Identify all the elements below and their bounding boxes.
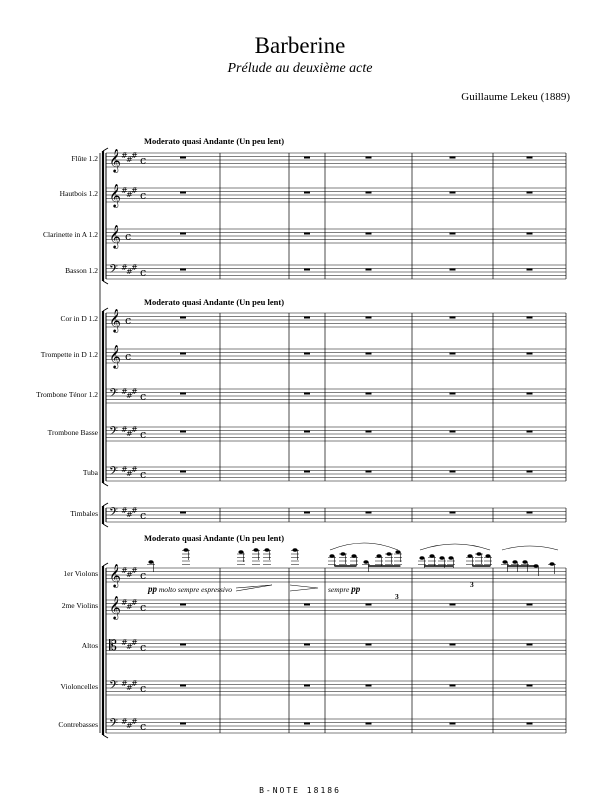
whole-rest [304, 685, 310, 687]
note-head [238, 550, 243, 554]
whole-rest [180, 233, 186, 235]
whole-rest [180, 431, 186, 433]
whole-rest [180, 685, 186, 687]
whole-rest [180, 723, 186, 725]
clef-icon: 𝄞 [109, 595, 121, 619]
sharp-icon: # [131, 679, 138, 688]
note-head [363, 560, 368, 564]
score-title: Barberine [254, 33, 346, 58]
whole-rest [527, 157, 533, 159]
clef-icon: 𝄢 [109, 263, 119, 279]
whole-rest [366, 512, 372, 514]
whole-rest [527, 723, 533, 725]
sharp-icon: # [126, 683, 133, 692]
whole-rest [366, 353, 372, 355]
tempo-marking-brass: Moderato quasi Andante (Un peu lent) [144, 297, 285, 307]
instrument-label: Contrebasses [58, 720, 98, 729]
whole-rest [450, 644, 456, 646]
whole-rest [366, 269, 372, 271]
sharp-icon: # [121, 679, 128, 688]
whole-rest [527, 317, 533, 319]
sharp-icon: # [126, 721, 133, 730]
whole-rest [366, 471, 372, 473]
triplet-mark-1: 3 [395, 592, 399, 601]
sharp-icon: # [131, 186, 138, 195]
whole-rest [366, 157, 372, 159]
time-signature: c [140, 390, 147, 403]
sempre-text: sempre [328, 585, 350, 594]
clef-icon: 𝄞 [109, 308, 121, 332]
sharp-icon: # [121, 465, 128, 474]
whole-rest [180, 644, 186, 646]
time-signature: c [125, 230, 132, 243]
note-head [439, 556, 444, 560]
score-subtitle: Prélude au deuxième acte [227, 61, 373, 76]
note-head [292, 548, 297, 552]
sharp-icon: # [131, 151, 138, 160]
whole-rest [180, 353, 186, 355]
note-head [419, 556, 424, 560]
whole-rest [180, 471, 186, 473]
note-head [549, 562, 554, 566]
bracket-hook [103, 735, 108, 738]
sharp-icon: # [121, 425, 128, 434]
bracket-hook [103, 483, 108, 486]
whole-rest [304, 723, 310, 725]
whole-rest [527, 192, 533, 194]
sharp-icon: # [131, 506, 138, 515]
time-signature: c [140, 601, 147, 614]
whole-rest [180, 604, 186, 606]
whole-rest [527, 269, 533, 271]
whole-rest [450, 685, 456, 687]
crescendo-hairpin [236, 585, 272, 591]
whole-rest [366, 723, 372, 725]
whole-rest [180, 157, 186, 159]
whole-rest [304, 353, 310, 355]
publisher-footer: B-NOTE 18186 [259, 786, 341, 795]
sharp-icon: # [131, 425, 138, 434]
sharp-icon: # [121, 151, 128, 160]
clef-icon: 𝄢 [109, 425, 119, 441]
whole-rest [366, 393, 372, 395]
time-signature: c [140, 428, 147, 441]
whole-rest [527, 393, 533, 395]
bracket-hook [103, 563, 108, 566]
time-signature: c [140, 682, 147, 695]
whole-rest [304, 233, 310, 235]
instrument-label: Hautbois 1.2 [59, 189, 98, 198]
sharp-icon: # [131, 598, 138, 607]
clef-icon: 𝄢 [109, 387, 119, 403]
whole-rest [304, 604, 310, 606]
whole-rest [366, 644, 372, 646]
whole-rest [304, 157, 310, 159]
note-head [253, 548, 258, 552]
sharp-icon: # [126, 570, 133, 579]
whole-rest [366, 233, 372, 235]
triplet-mark-2: 3 [470, 580, 474, 589]
sharp-icon: # [131, 263, 138, 272]
sharp-icon: # [131, 387, 138, 396]
sharp-icon: # [121, 186, 128, 195]
clef-icon: 𝄢 [109, 506, 119, 522]
sharp-icon: # [121, 387, 128, 396]
sharp-icon: # [131, 638, 138, 647]
time-signature: c [125, 350, 132, 363]
whole-rest [180, 512, 186, 514]
whole-rest [450, 723, 456, 725]
slur [330, 543, 398, 550]
whole-rest [527, 431, 533, 433]
sharp-icon: # [131, 566, 138, 575]
bracket-hook [103, 148, 108, 151]
sharp-icon: # [121, 263, 128, 272]
time-signature: c [140, 509, 147, 522]
clef-icon: 𝄞 [109, 183, 121, 207]
whole-rest [527, 604, 533, 606]
whole-rest [304, 644, 310, 646]
sharp-icon: # [126, 267, 133, 276]
whole-rest [366, 431, 372, 433]
clef-icon: 𝄡 [109, 638, 117, 654]
whole-rest [304, 269, 310, 271]
note-head [148, 560, 153, 564]
bracket-hook [103, 308, 108, 311]
whole-rest [304, 471, 310, 473]
time-signature: c [140, 468, 147, 481]
sharp-icon: # [126, 190, 133, 199]
time-signature: c [125, 314, 132, 327]
note-head [395, 550, 400, 554]
bracket-hook [103, 524, 108, 527]
sharp-icon: # [121, 598, 128, 607]
instrument-label: Trombone Basse [47, 428, 98, 437]
instrument-label: Basson 1.2 [65, 266, 98, 275]
whole-rest [450, 512, 456, 514]
whole-rest [366, 192, 372, 194]
whole-rest [450, 353, 456, 355]
time-signature: c [140, 569, 147, 582]
whole-rest [450, 471, 456, 473]
espressivo-text: molto sempre espressivo [158, 585, 233, 594]
whole-rest [450, 317, 456, 319]
whole-rest [180, 317, 186, 319]
sharp-icon: # [126, 391, 133, 400]
note-head [502, 560, 507, 564]
whole-rest [180, 269, 186, 271]
sharp-icon: # [126, 642, 133, 651]
sharp-icon: # [126, 469, 133, 478]
composer-credit: Guillaume Lekeu (1889) [461, 91, 570, 103]
whole-rest [180, 192, 186, 194]
whole-rest [366, 317, 372, 319]
sharp-icon: # [121, 566, 128, 575]
whole-rest [527, 353, 533, 355]
note-head [522, 560, 527, 564]
instrument-label: Timbales [70, 509, 98, 518]
sharp-icon: # [121, 506, 128, 515]
whole-rest [450, 269, 456, 271]
whole-rest [304, 512, 310, 514]
whole-rest [304, 393, 310, 395]
bracket-hook [103, 281, 108, 284]
clef-icon: 𝄢 [109, 465, 119, 481]
slur [502, 546, 558, 550]
diminuendo-hairpin [290, 585, 318, 591]
whole-rest [527, 233, 533, 235]
time-signature: c [140, 189, 147, 202]
sharp-icon: # [131, 465, 138, 474]
whole-rest [527, 685, 533, 687]
instrument-label: Cor in D 1.2 [60, 314, 98, 323]
note-head [183, 548, 188, 552]
clef-icon: 𝄢 [109, 679, 119, 695]
clef-icon: 𝄢 [109, 717, 119, 733]
slur [420, 544, 490, 550]
clef-icon: 𝄞 [109, 148, 121, 172]
note-head [512, 560, 517, 564]
instrument-label: Trompette in D 1.2 [40, 350, 98, 359]
time-signature: c [140, 266, 147, 279]
whole-rest [304, 192, 310, 194]
whole-rest [450, 233, 456, 235]
whole-rest [450, 431, 456, 433]
bracket-hook [103, 503, 108, 506]
whole-rest [180, 393, 186, 395]
time-signature: c [140, 154, 147, 167]
dynamic-pp: pp [148, 584, 157, 594]
whole-rest [450, 192, 456, 194]
clef-icon: 𝄞 [109, 563, 121, 587]
sharp-icon: # [126, 510, 133, 519]
whole-rest [527, 471, 533, 473]
tempo-marking-strings: Moderato quasi Andante (Un peu lent) [144, 533, 285, 543]
sharp-icon: # [126, 429, 133, 438]
tempo-marking-winds: Moderato quasi Andante (Un peu lent) [144, 136, 285, 146]
clef-icon: 𝄞 [109, 224, 121, 248]
whole-rest [304, 317, 310, 319]
time-signature: c [140, 641, 147, 654]
sharp-icon: # [121, 717, 128, 726]
instrument-label: Clarinette in A 1.2 [43, 230, 98, 239]
whole-rest [527, 512, 533, 514]
whole-rest [450, 604, 456, 606]
instrument-label: 2me Violins [61, 601, 98, 610]
sharp-icon: # [126, 155, 133, 164]
instrument-label: Trombone Ténor 1.2 [36, 390, 98, 399]
whole-rest [366, 685, 372, 687]
whole-rest [366, 604, 372, 606]
time-signature: c [140, 720, 147, 733]
sharp-icon: # [126, 602, 133, 611]
whole-rest [450, 393, 456, 395]
whole-rest [527, 644, 533, 646]
clef-icon: 𝄞 [109, 344, 121, 368]
sharp-icon: # [121, 638, 128, 647]
dynamic-pp-2: pp [351, 584, 361, 594]
instrument-label: Tuba [82, 468, 98, 477]
instrument-label: 1er Violons [63, 569, 98, 578]
note-head [264, 548, 269, 552]
whole-rest [304, 431, 310, 433]
sharp-icon: # [131, 717, 138, 726]
note-head [448, 556, 453, 560]
instrument-label: Flûte 1.2 [71, 154, 98, 163]
whole-rest [450, 157, 456, 159]
instrument-label: Violoncelles [60, 682, 98, 691]
instrument-label: Altos [81, 641, 98, 650]
